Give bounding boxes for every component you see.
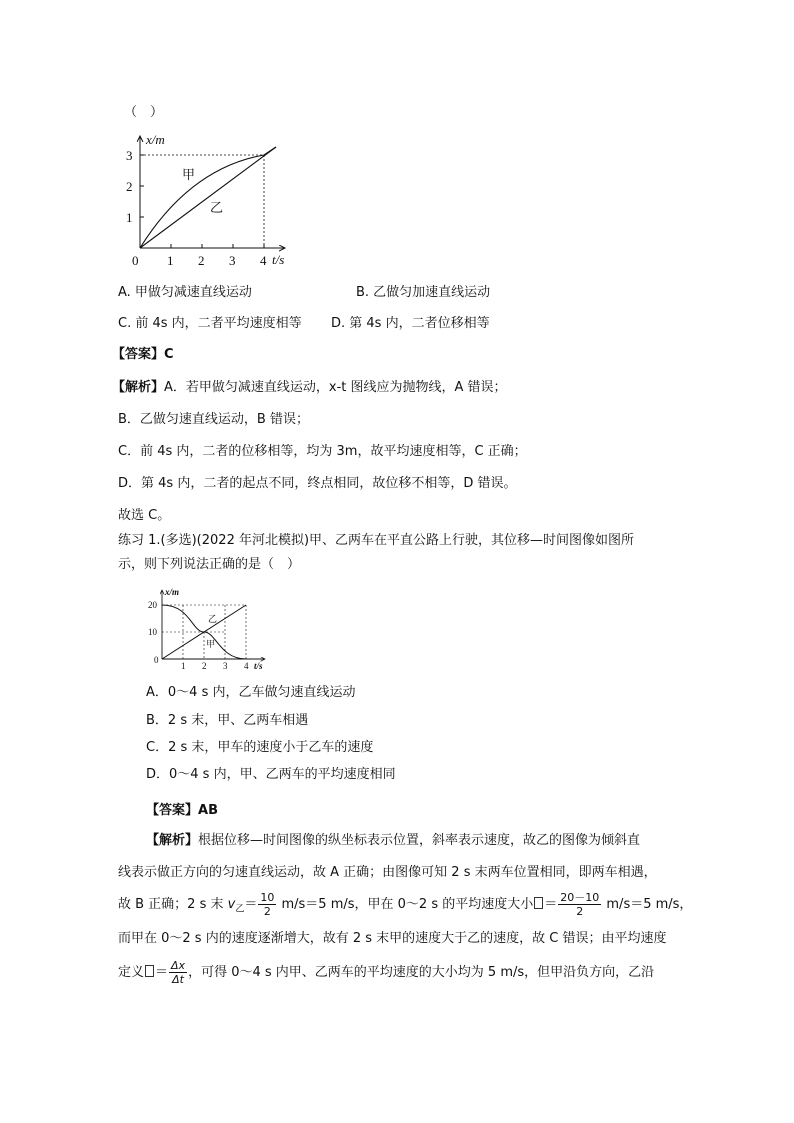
curve-label-yi: 乙	[210, 200, 224, 215]
curve-label-jia: 甲	[182, 167, 196, 182]
q2-analysis-line-5: 定义 ＝ $\frac{\Delta x}{\Delta t}$ ，可得 0～4 s 内甲、乙两车的平均速度的大小均为 5 m/s，但甲沿负方向，乙沿	[118, 959, 655, 986]
q2-option-b: B．2 s 末，甲、乙两车相遇	[146, 713, 309, 728]
analysis-text: 根据位移—时间图像的纵坐标表示位置，斜率表示速度，故乙的图像为倾斜直	[198, 833, 641, 848]
x-axis-label: t/s	[254, 661, 263, 671]
x-tick-label: 2	[202, 661, 207, 671]
x-tick-label: 2	[198, 253, 205, 268]
y-axis-label: x/m	[146, 132, 165, 147]
conclusion: 故选 C。	[118, 508, 171, 523]
origin-label: 0	[154, 655, 159, 665]
answer-value: C	[164, 347, 174, 362]
q2-analysis-line-2: 线表示做正方向的匀速直线运动，故 A 正确；由图像可知 2 s 末两车位置相同，即两车相遇，	[118, 865, 657, 880]
xt-graph-2	[140, 585, 280, 671]
y-tick-label: 1	[126, 210, 133, 225]
xt-graph-1	[120, 128, 300, 272]
missing-glyph-box	[534, 897, 543, 909]
q2-analysis-line-1	[146, 832, 640, 850]
x-tick-label: 3	[223, 661, 228, 671]
option-c: C. 前 4s 内，二者平均速度相等	[118, 316, 302, 331]
q2-analysis-line-3: 故 B 正确；2 s 末 $v_乙=$ $\frac{10}{2}$ m/s＝5 m/s，甲在 0～2 s 的平均速度大小 ＝ $\frac{20-10}{2}$ m/s＝5 m/s，	[118, 891, 693, 918]
y-tick-label: 2	[126, 179, 133, 194]
option-d: D. 第 4s 内，二者位移相等	[331, 316, 490, 331]
y-tick-label: 20	[148, 600, 157, 610]
answer-label: 【答案】	[112, 347, 165, 362]
analysis-label: 【解析】	[112, 380, 165, 395]
analysis-line-3: C．前 4s 内，二者的位移相等，均为 3m，故平均速度相等，C 正确；	[118, 444, 527, 459]
analysis-label: 【解析】	[146, 833, 199, 848]
origin-label: 0	[132, 253, 139, 268]
answer-parentheses: （ ）	[124, 105, 164, 120]
q2-option-a: A．0～4 s 内，乙车做匀速直线运动	[146, 685, 356, 700]
y-tick-label: 3	[126, 148, 133, 163]
fraction: $\frac{20-10}{2}$	[560, 891, 600, 918]
curve-label-jia: 甲	[206, 639, 216, 649]
q2-answer-line	[146, 802, 218, 820]
x-tick-label: 4	[244, 661, 249, 671]
x-axis-label: t/s	[272, 252, 285, 267]
q2-stem-line-2: 示，则下列说法正确的是（ ）	[118, 557, 301, 572]
q2-option-c: C．2 s 末，甲车的速度小于乙车的速度	[146, 740, 374, 755]
x-tick-label: 1	[181, 661, 186, 671]
analysis-line-2: B．乙做匀速直线运动，B 错误；	[118, 412, 309, 427]
analysis-line-1	[112, 379, 507, 397]
q2-stem-line-1: 练习 1.(多选)(2022 年河北模拟)甲、乙两车在平直公路上行驶，其位移—时间图像如图所	[118, 533, 635, 548]
fraction: $\frac{\Delta x}{\Delta t}$	[171, 959, 186, 986]
x-tick-label: 3	[229, 253, 236, 268]
line-yi	[140, 147, 276, 248]
fraction: $\frac{10}{2}$	[260, 891, 275, 918]
velocity-symbol: v	[227, 897, 236, 912]
analysis-line-4: D．第 4s 内，二者的起点不同，终点相同，故位移不相等，D 错误。	[118, 476, 517, 491]
option-b: B. 乙做匀加速直线运动	[356, 285, 491, 300]
y-axis-label: x/m	[165, 587, 180, 597]
q2-analysis-line-4: 而甲在 0～2 s 内的速度逐渐增大，故有 2 s 末甲的速度大于乙的速度，故 C 错误；由平均速度	[118, 931, 667, 946]
curve-label-yi: 乙	[208, 614, 218, 624]
y-tick-label: 10	[148, 627, 157, 637]
answer-label: 【答案】	[146, 803, 199, 818]
x-tick-label: 1	[167, 253, 174, 268]
answer-line	[112, 346, 174, 364]
q2-option-d: D．0～4 s 内，甲、乙两车的平均速度相同	[146, 767, 396, 782]
option-a: A. 甲做匀减速直线运动	[118, 285, 252, 300]
x-tick-label: 4	[260, 253, 267, 268]
analysis-text: A．若甲做匀减速直线运动，x-t 图线应为抛物线，A 错误；	[164, 380, 507, 395]
missing-glyph-box	[145, 965, 154, 977]
answer-value: AB	[198, 803, 218, 818]
